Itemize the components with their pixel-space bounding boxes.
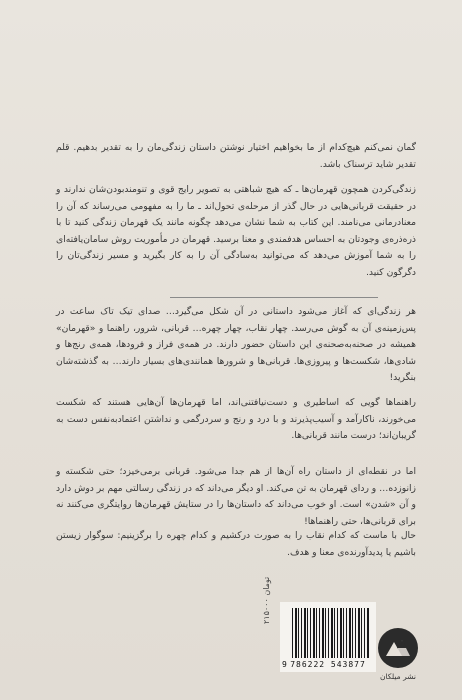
intro-paragraph <box>56 140 416 173</box>
paragraph-text: هر زندگی‌ای که آغاز می‌شود داستانی در آن شکل می‌گیرد… صدای تیک تاک ساعت در پس‌زمینه‌ی آن به گوش می‌رسد. چهار نقاب، چهار چهره… قربانی، شرور، راهنما و «قهرمان» همیشه در صحنه‌به‌صحنه‌ی این داستان حضور دارند. در همه‌ی فراز و فرودها، همه‌ی رنج‌ها و شادی‌ها، شکست‌ها و پیروزی‌ها. قربانی‌ها و شرورها همانندی‌های بسیار دارند… به گذشته‌شان بنگرید! <box>56 306 416 384</box>
isbn-barcode <box>280 602 376 672</box>
barcode-bars <box>292 608 370 658</box>
paragraph-text: زندگی‌کردن همچون قهرمان‌ها ـ که هیچ شباهتی به تصویر رایج قوی و تنومندبودن‌شان ندارند و در حقیقت قربانی‌هایی در حال گذر از مرحله‌ی تحول‌اند ـ ما را به مفهومی می‌رساند که آن را معنادرمانی می‌نامند. این کتاب به شما نشان می‌دهد چگونه مانند یک قهرمان زندگی کنید تا با ذره‌ذره‌ی وجودتان به احساس هدفمندی و معنا برسید. قهرمان در مأموریت روش سامان‌یافته‌ای را به شما آموزش می‌دهد که می‌توانید به‌سادگی آن را به کار بگیرید و مسیر زندگی‌تان را دگرگون کنید. <box>56 184 416 278</box>
closing-paragraph <box>56 528 416 561</box>
paragraph-text: گمان نمی‌کنم هیچ‌کدام از ما بخواهیم اختیار نوشتن داستان زندگی‌مان را به تقدیر بدهیم. قلم تقدیر شاید ترسناک باشد. <box>56 142 416 170</box>
book-description-paragraph <box>56 182 416 282</box>
guides-paragraph <box>56 395 416 445</box>
barcode-digits: 786222 543877 <box>290 660 366 669</box>
story-paragraph <box>56 304 416 387</box>
paragraph-text: راهنماها گویی که اساطیری و دست‌نیافتنی‌اند، اما قهرمان‌ها آن‌هایی هستند که شکست می‌خورند، ناکارآمد و آسیب‌پذیرند و با درد و رنج و سردرگمی و نداشتن اعتمادبه‌نفس دست به گریبان‌اند؛ درست مانند قربانی‌ها. <box>56 397 416 442</box>
section-divider <box>170 297 378 298</box>
price-label: ۲۱۵۰۰۰ تومان <box>262 576 271 624</box>
paragraph-text: اما در نقطه‌ای از داستان راه آن‌ها از هم جدا می‌شود. قربانی برمی‌خیزد؛ حتی شکسته و زانوزده… و ردای قهرمان به تن می‌کند. او دیگر می‌داند که در زندگی رسالتی مهم بر دوش دارد و آن «شدن» است. او خوب می‌داند که داستان‌ها را در ستایش قهرمان‌ها روایتگری می‌کنند نه برای قربانی‌ها، حتی راهنماها! <box>56 466 416 527</box>
publisher-logo-icon <box>378 628 418 668</box>
paragraph-text: حال با ماست که کدام نقاب را به صورت درکشیم و کدام چهره را برگزینیم: سوگوار زیستن باشیم یا پدیدآورنده‌ی معنا و هدف. <box>56 530 416 558</box>
publisher-name: نشر میلکان <box>380 672 416 681</box>
turning-point-paragraph <box>56 464 416 530</box>
barcode-leading-digit: 9 <box>282 660 287 669</box>
